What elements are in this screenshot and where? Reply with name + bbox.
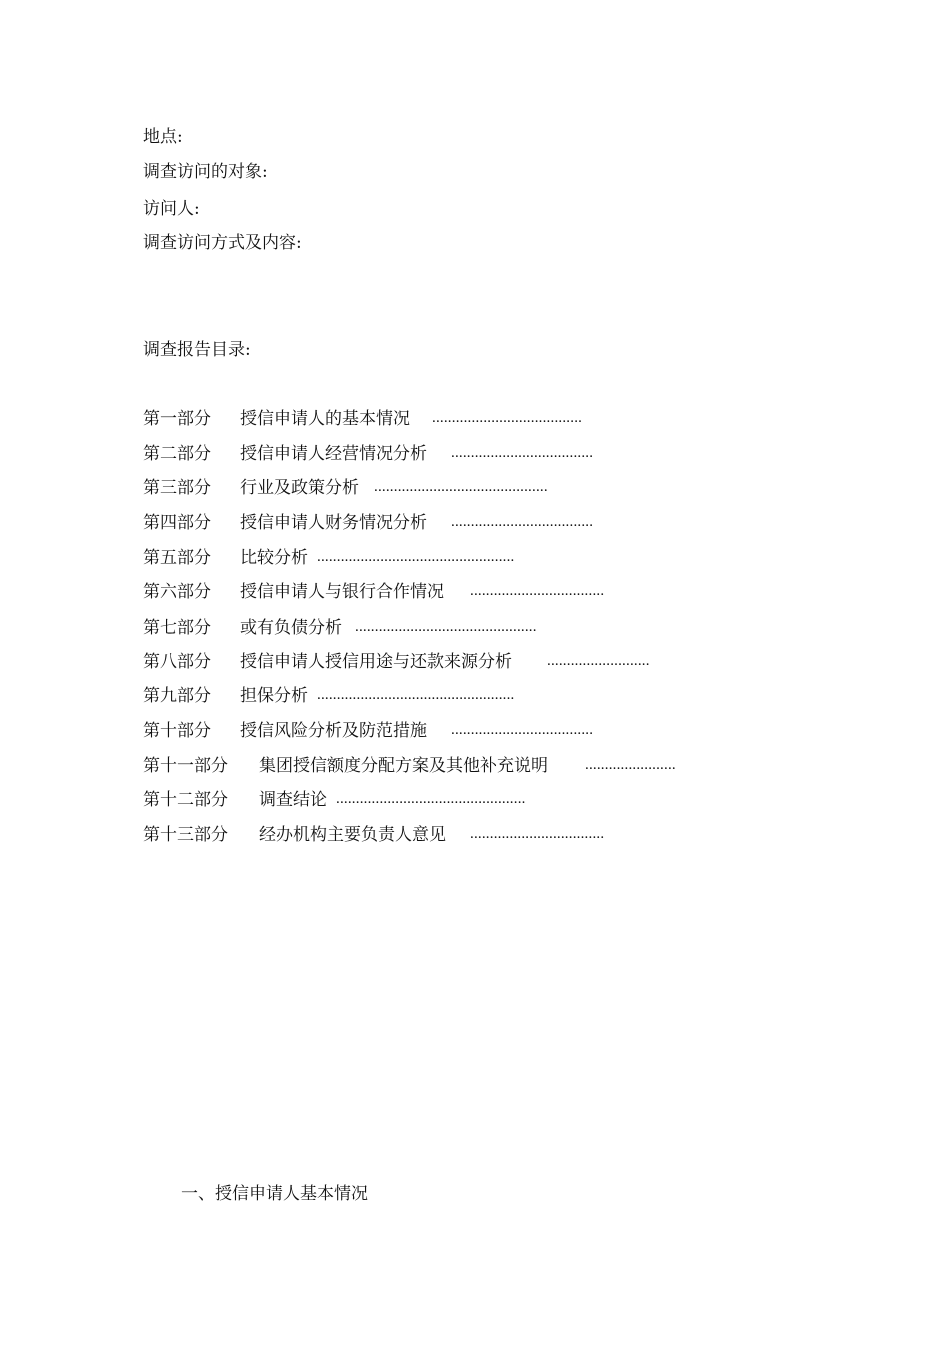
- toc-title: 经办机构主要负责人意见: [259, 825, 446, 845]
- toc-leader-dots: .......................: [585, 757, 676, 773]
- toc-leader-dots: ..................................: [470, 583, 605, 599]
- toc-title: 授信申请人经营情况分析: [240, 444, 427, 464]
- toc-part-label: 第十二部分: [143, 790, 228, 810]
- toc-title: 或有负债分析: [240, 618, 342, 638]
- toc-part-label: 第四部分: [143, 513, 211, 533]
- toc-title: 授信申请人的基本情况: [240, 409, 410, 429]
- toc-heading: 调查报告目录:: [143, 340, 251, 360]
- toc-title: 授信申请人财务情况分析: [240, 513, 427, 533]
- toc-item: [143, 582, 605, 602]
- toc-item: [143, 444, 594, 464]
- toc-title: 授信风险分析及防范措施: [240, 721, 427, 741]
- toc-part-label: 第二部分: [143, 444, 211, 464]
- toc-title: 授信申请人授信用途与还款来源分析: [240, 652, 512, 672]
- toc-part-label: 第十部分: [143, 721, 211, 741]
- toc-leader-dots: ..................................: [470, 826, 605, 842]
- toc-leader-dots: ..................................................: [317, 549, 515, 565]
- toc-part-label: 第八部分: [143, 652, 211, 672]
- toc-leader-dots: ................................................: [336, 791, 526, 807]
- toc-item: [143, 652, 650, 672]
- toc-item: [143, 409, 583, 429]
- toc-item: [143, 618, 537, 638]
- toc-item: [143, 478, 548, 498]
- toc-leader-dots: ....................................: [451, 722, 594, 738]
- method-label: 调查访问方式及内容:: [143, 233, 302, 253]
- toc-item: [143, 825, 605, 845]
- toc-title: 行业及政策分析: [240, 478, 359, 498]
- toc-part-label: 第三部分: [143, 478, 211, 498]
- toc-item: [143, 548, 515, 568]
- toc-item: [143, 790, 526, 810]
- toc-title: 集团授信额度分配方案及其他补充说明: [259, 756, 548, 776]
- toc-leader-dots: ..................................................: [317, 687, 515, 703]
- toc-part-label: 第十一部分: [143, 756, 228, 776]
- toc-part-label: 第五部分: [143, 548, 211, 568]
- toc-leader-dots: ............................................: [374, 479, 548, 495]
- toc-leader-dots: ..............................................: [355, 619, 537, 635]
- toc-part-label: 第一部分: [143, 409, 211, 429]
- toc-leader-dots: ......................................: [432, 410, 583, 426]
- interviewer-label: 访问人:: [143, 199, 200, 219]
- toc-part-label: 第十三部分: [143, 825, 228, 845]
- toc-part-label: 第六部分: [143, 582, 211, 602]
- toc-title: 调查结论: [259, 790, 327, 810]
- toc-title: 授信申请人与银行合作情况: [240, 582, 444, 602]
- location-label: 地点:: [143, 127, 183, 147]
- toc-item: [143, 721, 594, 741]
- toc-item: [143, 756, 676, 776]
- toc-item: [143, 686, 515, 706]
- toc-part-label: 第七部分: [143, 618, 211, 638]
- toc-item: [143, 513, 594, 533]
- section-heading: 一、授信申请人基本情况: [181, 1184, 368, 1204]
- toc-title: 比较分析: [240, 548, 308, 568]
- toc-part-label: 第九部分: [143, 686, 211, 706]
- interviewee-label: 调查访问的对象:: [143, 162, 268, 182]
- toc-leader-dots: ....................................: [451, 445, 594, 461]
- toc-leader-dots: ....................................: [451, 514, 594, 530]
- toc-leader-dots: ..........................: [547, 653, 650, 669]
- toc-title: 担保分析: [240, 686, 308, 706]
